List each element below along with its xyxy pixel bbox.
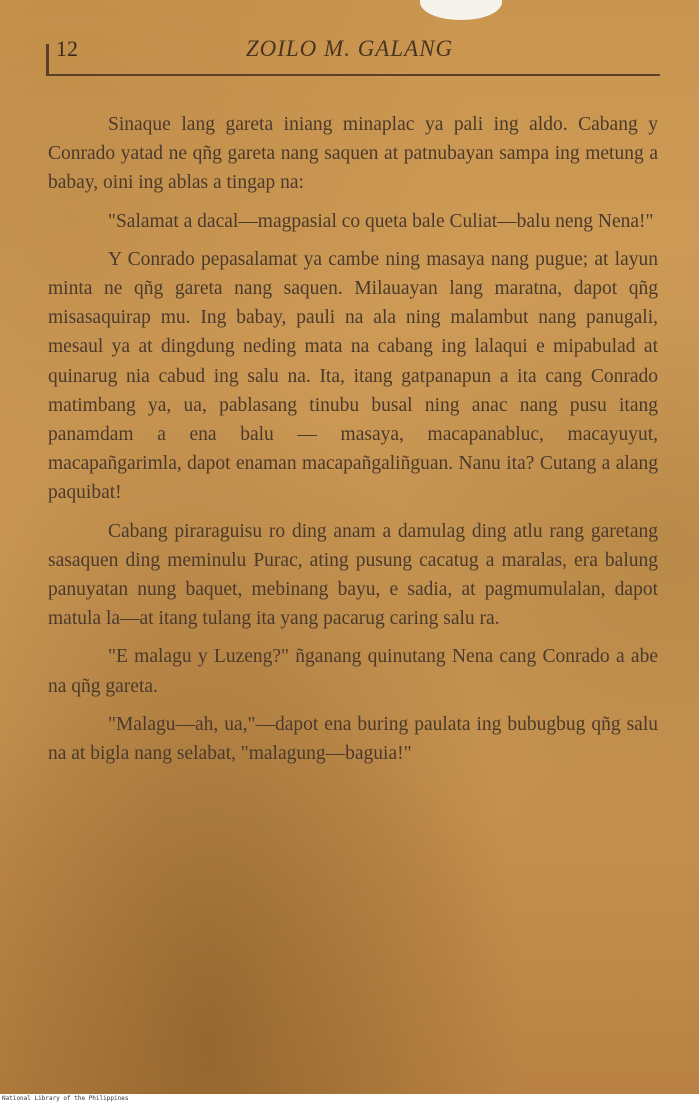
running-head: ZOILO M. GALANG — [245, 36, 454, 61]
header-rule — [46, 74, 660, 76]
page-number: 12 — [56, 36, 78, 61]
paragraph-5: "E malagu y Luzeng?" ñganang quinutang Nena cang Conrado a abe na qñg gareta. — [48, 646, 658, 697]
body-text — [48, 110, 658, 777]
paragraph-1: Sinaque lang gareta iniang minaplac ya pali ing aldo. Cabang y Conrado yatad ne qñg gareta nang saquen at patnubayan sampa ing metung a babay, oini ing ablas a tingap na: — [48, 114, 658, 194]
paragraph-3: Y Conrado pepasalamat ya cambe ning masaya nang pugue; at layun minta ne qñg gareta nang saquen. Milauayan lang maratna, dapot qñg misasaquirap mu. Ing babay, pauli na ala ning malambut nang panugali, mesaul ya at dingdung neding mata na cabang ing lalaqui e mipabulad at quinarug nia cabud ing salu na. Ita, itang gatpanapun a ita cang Conrado matimbang ya, ua, pablasang tinubu busal ning anac nang pusu itang panamdam a ena balu — masaya, macapanabluc, macayuyut, macapañgarimla, dapot enaman macapañgaliñguan. Nanu ita? Cutang a alang paquibat! — [48, 248, 658, 504]
library-credit: National Library of the Philippines — [2, 1095, 129, 1102]
paragraph-4: Cabang piraraguisu ro ding anam a damulag ding atlu rang garetang sasaquen ding meminulu Purac, ating pusung cacatug a maralas, era balung panuyatan nung baquet, mebinang bayu, e sadia, at pagmumulalan, dapot matula la—at itang tulang ita yang pacarug caring salu ra. — [48, 520, 658, 630]
paragraph-2: "Salamat a dacal—magpasial co queta bale Culiat—balu neng Nena!" — [108, 210, 654, 232]
paragraph-6: "Malagu—ah, ua,"—dapot ena buring paulata ing bubugbug qñg salu na at bigla nang selabat, "malagung—baguia!" — [48, 713, 658, 765]
torn-corner — [420, 0, 502, 20]
